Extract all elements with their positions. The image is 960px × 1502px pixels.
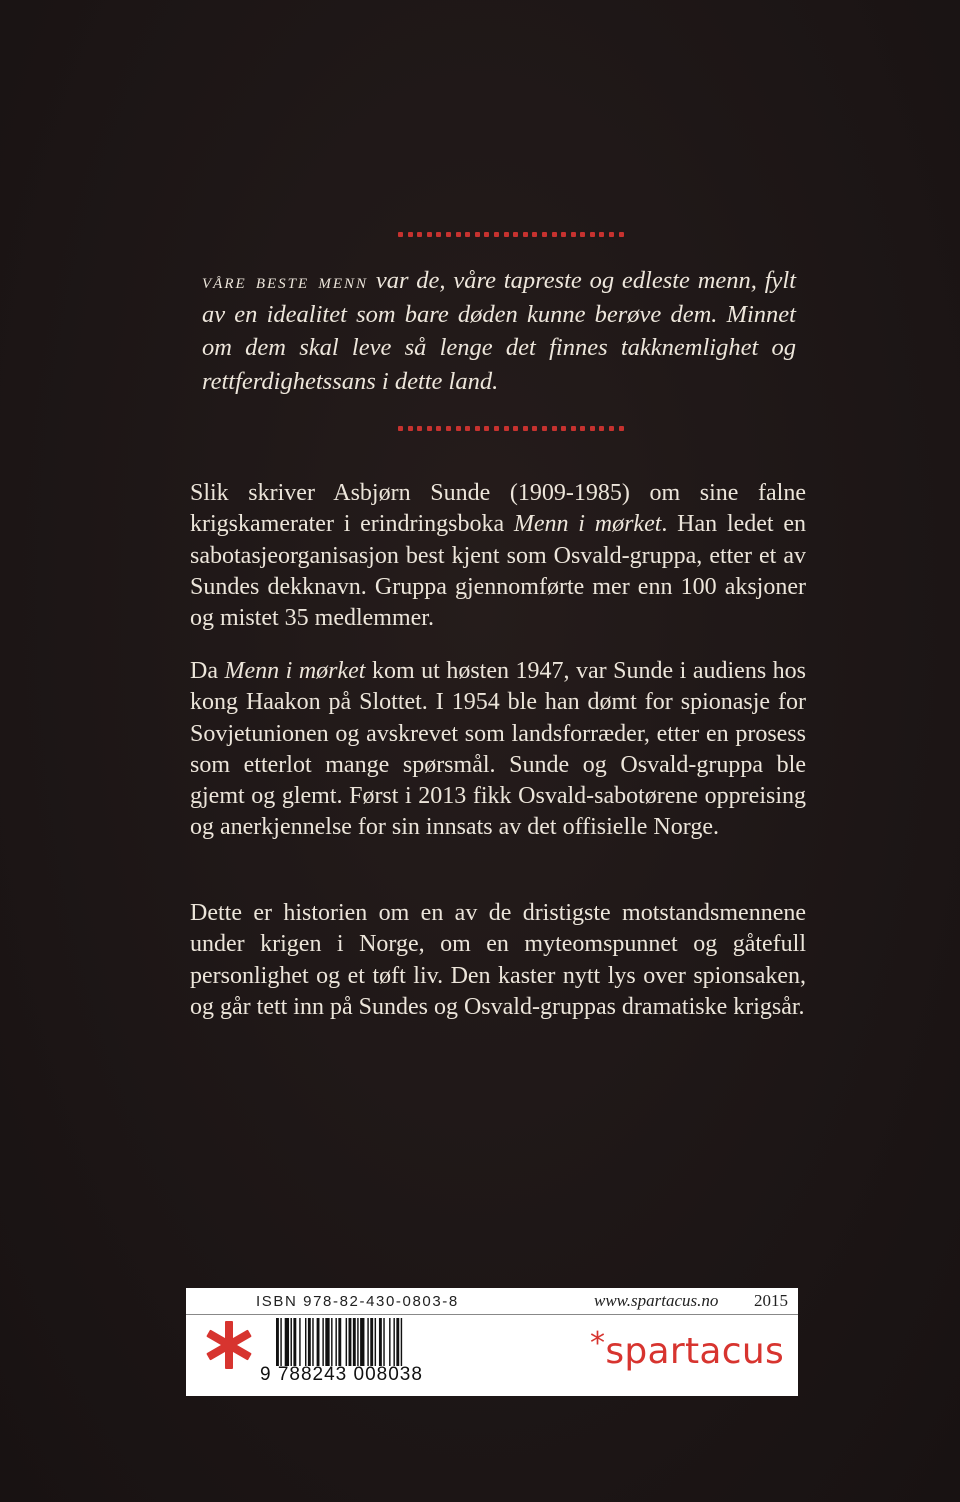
divider-dot (436, 426, 441, 431)
divider-dots-bottom (398, 426, 624, 432)
divider-dot (580, 232, 585, 237)
divider-dot (494, 232, 499, 237)
barcode-bar (375, 1318, 376, 1366)
divider-dot (542, 232, 547, 237)
divider-dot (427, 232, 432, 237)
barcode-bar (396, 1318, 399, 1366)
divider-dot (561, 426, 566, 431)
ean-digits: 9 788243 008038 (260, 1364, 423, 1385)
divider-dot (552, 232, 557, 237)
divider-dot (456, 426, 461, 431)
barcode-bar (389, 1318, 390, 1366)
divider-dot (580, 426, 585, 431)
barcode-bar (335, 1318, 336, 1366)
divider-dot (417, 426, 422, 431)
divider-dot (475, 232, 480, 237)
publisher-logo (590, 1326, 784, 1372)
divider-dot (408, 232, 413, 237)
divider-dot (619, 232, 624, 237)
divider-dot (523, 232, 528, 237)
paragraph-3 (190, 898, 806, 1023)
barcode-bar (353, 1318, 356, 1366)
divider-dots-top (398, 232, 624, 238)
barcode-panel (186, 1288, 798, 1396)
book-title: Menn i mørket (513, 511, 662, 538)
divider-dot (398, 232, 403, 237)
divider-dot (552, 426, 557, 431)
divider-dot (446, 232, 451, 237)
barcode-bar (317, 1318, 320, 1366)
barcode-bar (291, 1318, 292, 1366)
divider-dot (609, 426, 614, 431)
paragraph-1 (190, 478, 806, 634)
divider-dot (513, 426, 518, 431)
divider-dot (504, 232, 509, 237)
barcode-bar (379, 1318, 382, 1366)
barcode-bar (299, 1318, 300, 1366)
divider-dot (484, 232, 489, 237)
divider-dot (408, 426, 413, 431)
paragraph-1-text-b: . Han ledet en sabotasjeorganisasjon best kjent som Osvald-gruppa, etter et av Sundes dekknavn. Gruppa gjennomførte mer enn 100 aksjoner og mistet 35 medlemmer. (190, 511, 807, 632)
barcode-bar (370, 1318, 373, 1366)
barcode-bar (285, 1318, 289, 1366)
panel-divider (186, 1314, 798, 1315)
divider-dot (609, 232, 614, 237)
barcode-bar (367, 1318, 368, 1366)
barcode-bar (322, 1318, 323, 1366)
divider-dot (484, 426, 489, 431)
divider-dot (599, 232, 604, 237)
divider-dot (436, 232, 441, 237)
divider-dot (475, 426, 480, 431)
asterisk-icon (202, 1318, 256, 1372)
barcode-bar (305, 1318, 306, 1366)
divider-dot (465, 426, 470, 431)
barcode-bar (293, 1318, 296, 1366)
paragraph-2 (190, 656, 806, 844)
divider-dot (571, 232, 576, 237)
divider-dot (590, 426, 595, 431)
paragraph-2-text-a: Da (190, 658, 225, 684)
divider-dot (542, 426, 547, 431)
divider-dot (561, 232, 566, 237)
divider-dot (456, 232, 461, 237)
barcode-bar (360, 1318, 364, 1366)
divider-dot (446, 426, 451, 431)
barcode-bar (401, 1318, 402, 1366)
barcode-bar (349, 1318, 352, 1366)
publisher-website: www.spartacus.no (594, 1291, 719, 1310)
divider-dot (417, 232, 422, 237)
paragraph-1-text-a: Slik skriver Asbjørn Sunde (1909-1985) om sine falne krigskamerater i erindringsboka (190, 480, 806, 538)
barcode-bar (325, 1318, 329, 1366)
barcode-bar (346, 1318, 347, 1366)
quote-text: var de, våre tapreste og edleste menn, fylt av en idealitet som bare døden kunne berøve dem. Minnet om dem skal leve så lenge det finnes takknemlighet og rettferdighetssans i dette land. (202, 267, 797, 395)
divider-dot (494, 426, 499, 431)
divider-dot (513, 232, 518, 237)
barcode-bar (280, 1318, 281, 1366)
barcode-bar (331, 1318, 332, 1366)
isbn-label: ISBN 978-82-430-0803-8 (256, 1293, 459, 1310)
divider-dot (523, 426, 528, 431)
divider-dot (619, 426, 624, 431)
paragraph-2-text-b: kom ut høsten 1947, var Sunde i audiens hos kong Haakon på Slottet. I 1954 ble han dømt for spionasje for Sovjetunionen og avskrevet som landsforræder, etter en prosess som etterlot mange spørsmål. Sunde og Osvald-gruppa ble gjemt og glemt. Først i 2013 fikk Osvald-sabotørene oppreising og anerkjennelse for sin innsats av det offisielle Norge. (190, 658, 807, 841)
paragraph-3-text: Dette er historien om en av de dristigste motstandsmennene under krigen i Norge, om en myteomspunnet og gåtefull personlighet og et tøft liv. Den kaster nytt lys over spionsaken, og går tett inn på Sundes og Osvald-gruppas dramatiske krigsår. (190, 900, 806, 1020)
quote-lead-caps: våre beste menn (202, 268, 369, 293)
divider-dot (504, 426, 509, 431)
divider-dot (398, 426, 403, 431)
barcode-bar (338, 1318, 341, 1366)
divider-dot (571, 426, 576, 431)
barcode-bar (308, 1318, 311, 1366)
epigraph-quote (202, 264, 796, 398)
barcode-bars (276, 1318, 456, 1366)
book-title: Menn i mørket (224, 658, 366, 684)
divider-dot (427, 426, 432, 431)
logo-asterisk-icon: * (590, 1326, 606, 1361)
divider-dot (532, 232, 537, 237)
divider-dot (465, 232, 470, 237)
divider-dot (532, 426, 537, 431)
publication-year: 2015 (754, 1291, 788, 1310)
barcode-bar (312, 1318, 313, 1366)
publisher-logo-text: spartacus (605, 1331, 785, 1372)
barcode-bar (276, 1318, 279, 1366)
barcode-bar (383, 1318, 384, 1366)
barcode-bar (357, 1318, 358, 1366)
divider-dot (590, 232, 595, 237)
divider-dot (599, 426, 604, 431)
barcode-bar (393, 1318, 394, 1366)
